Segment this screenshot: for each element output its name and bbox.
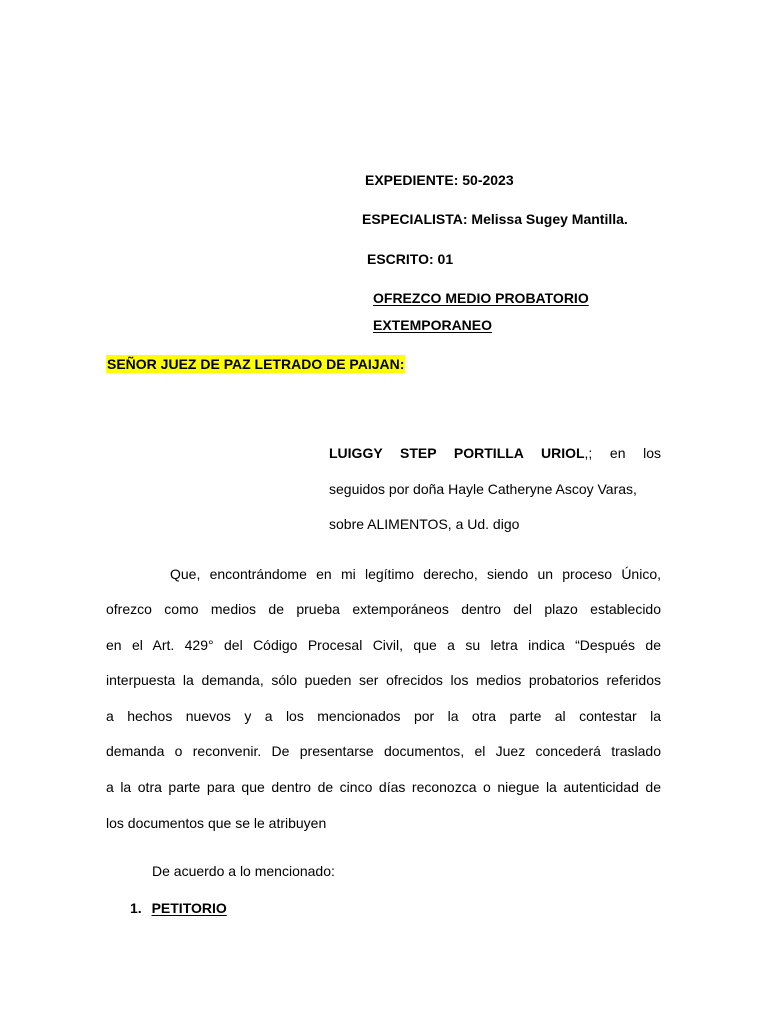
body-line-2: ofrezco como medios de prueba extemporáneos dentro del plazo establecido bbox=[106, 601, 661, 617]
addressee bbox=[106, 356, 405, 374]
section-title: PETITORIO bbox=[151, 900, 227, 916]
addressee-highlight: SEÑOR JUEZ DE PAZ LETRADO DE PAIJAN: bbox=[107, 356, 405, 372]
escrito-value: 01 bbox=[437, 251, 454, 267]
body-line-3: en el Art. 429° del Código Procesal Civil, que a su letra indica “Después de bbox=[106, 637, 661, 653]
sumilla-line-1: OFREZCO MEDIO PROBATORIO bbox=[373, 290, 589, 306]
body-line-8: los documentos que se le atribuyen bbox=[106, 815, 327, 831]
body-line-1: Que, encontrándome en mi legítimo derecho, siendo un proceso Único, bbox=[170, 566, 661, 582]
expediente-line bbox=[365, 172, 514, 188]
party-name: LUIGGY STEP PORTILLA URIOL bbox=[329, 445, 585, 461]
body-line-5: a hechos nuevos y a los mencionados por la otra parte al contestar la bbox=[106, 708, 661, 724]
escrito-label: ESCRITO: bbox=[367, 251, 434, 267]
escrito-line bbox=[367, 251, 453, 267]
section-heading bbox=[130, 900, 227, 916]
especialista-line bbox=[362, 211, 628, 227]
expediente-value: 50-2023 bbox=[462, 172, 514, 188]
especialista-label: ESPECIALISTA: bbox=[362, 211, 468, 227]
especialista-value: Melissa Sugey Mantilla. bbox=[471, 211, 628, 227]
expediente-label: EXPEDIENTE: bbox=[365, 172, 459, 188]
sumilla-line-2: EXTEMPORANEO bbox=[373, 317, 493, 333]
intro-line-3: sobre ALIMENTOS, a Ud. digo bbox=[329, 516, 520, 532]
body-line-4: interpuesta la demanda, sólo pueden ser ofrecidos los medios probatorios referidos bbox=[106, 672, 661, 688]
intro-line-1-rest: ,; en los bbox=[584, 445, 661, 461]
body-line-7: a la otra parte para que dentro de cinco días reconozca o niegue la autenticidad de bbox=[106, 779, 661, 795]
intro-line-2: seguidos por doña Hayle Catheryne Ascoy Varas, bbox=[329, 481, 637, 497]
intro-line-1 bbox=[329, 445, 661, 461]
lead-in: De acuerdo a lo mencionado: bbox=[152, 863, 335, 879]
section-number: 1. bbox=[130, 900, 142, 916]
body-line-6: demanda o reconvenir. De presentarse documentos, el Juez concederá traslado bbox=[106, 743, 661, 759]
